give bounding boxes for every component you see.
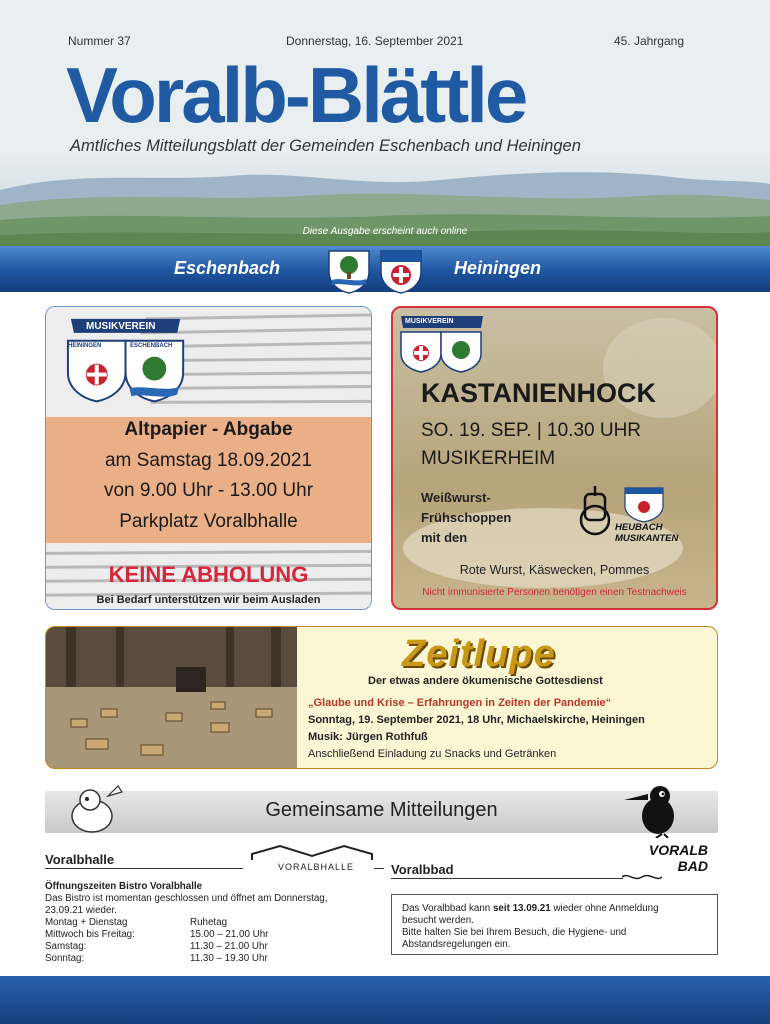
bistro-intro-1: Das Bistro ist momentan geschlossen und öffnet am Donnerstag, xyxy=(45,893,328,904)
voralbbad-text-1 xyxy=(402,903,659,915)
heubach-crest-icon xyxy=(625,488,663,522)
voralbhalle-rule-end xyxy=(374,868,384,869)
crest-banner-text-small: MUSIKVEREIN xyxy=(405,318,454,325)
zeitlupe-logo: Zeitlupe xyxy=(402,633,556,675)
kastanienhock-title: KASTANIENHOCK xyxy=(421,378,656,408)
hours-time-1: Ruhetag xyxy=(190,917,228,928)
kastanienhock-date: SO. 19. SEP. | 10.30 UHR xyxy=(421,420,642,441)
voralbbad-text-2: besucht werden. xyxy=(402,915,474,926)
issue-date: Donnerstag, 16. September 2021 xyxy=(286,34,464,48)
voralbbad-logo-line-1: VORALB xyxy=(648,842,708,858)
crest-right-text: ESCHENBACH xyxy=(130,343,173,349)
altpapier-warning: KEINE ABHOLUNG xyxy=(108,562,309,587)
eschenbach-label: Eschenbach xyxy=(174,258,281,278)
altpapier-time: von 9.00 Uhr - 13.00 Uhr xyxy=(103,480,314,501)
crest-left-text: HEININGEN xyxy=(68,343,102,349)
newsletter-title: Voralb-Blättle xyxy=(66,51,526,139)
voralbbad-text-1c: wieder ohne Anmeldung xyxy=(550,903,659,914)
weisswurst-line-2: Frühschoppen xyxy=(421,510,512,525)
wave-icon xyxy=(622,872,662,882)
voralbbad-text-4: Abstandsregelungen ein. xyxy=(402,939,511,950)
hours-day-4: Sonntag: xyxy=(45,953,85,964)
zeitlupe-after: Anschließend Einladung zu Snacks und Getränken xyxy=(308,748,557,760)
crest-banner-text: MUSIKVEREIN xyxy=(86,321,156,332)
footer-bar xyxy=(0,976,770,1024)
bistro-intro-2: 23.09.21 wieder. xyxy=(45,905,117,916)
kastanienhock-ad xyxy=(391,306,718,610)
heubach-musikanten-logo xyxy=(615,522,678,544)
altpapier-place: Parkplatz Voralbhalle xyxy=(119,511,298,532)
weisswurst-line-3: mit den xyxy=(421,530,468,545)
hours-day-1: Montag + Dienstag xyxy=(45,917,128,928)
altpapier-date: am Samstag 18.09.2021 xyxy=(104,450,313,471)
voralbbad-text-1b: seit 13.09.21 xyxy=(492,903,551,914)
bistro-heading: Öffnungszeiten Bistro Voralbhalle xyxy=(45,881,203,892)
hours-time-2: 15.00 – 21.00 Uhr xyxy=(190,929,269,940)
kastanienhock-note: Nicht immunisierte Personen benötigen einen Testnachweis xyxy=(422,587,687,598)
zeitlupe-when: Sonntag, 19. September 2021, 18 Uhr, Michaelskirche, Heiningen xyxy=(308,714,645,726)
newsletter-subtitle: Amtliches Mitteilungsblatt der Gemeinden Eschenbach und Heiningen xyxy=(70,137,581,155)
voralbhalle-rule xyxy=(45,868,243,869)
band-line-1: HEUBACH xyxy=(615,522,663,533)
altpapier-ad xyxy=(45,306,372,610)
voralbbad-rule xyxy=(391,878,623,879)
zeitlupe-theme: „Glaube und Krise – Erfahrungen in Zeiten der Pandemie“ xyxy=(308,697,612,709)
section-title: Gemeinsame Mitteilungen xyxy=(265,799,498,821)
voralbhalle-logo-text: VORALBHALLE xyxy=(278,862,355,872)
issue-volume: 45. Jahrgang xyxy=(613,34,684,48)
band-line-2: MUSIKANTEN xyxy=(615,533,679,544)
voralbbad-text-1a: Das Voralbbad kann xyxy=(402,903,493,914)
voralbbad-logo xyxy=(646,842,708,874)
mascot-left-icon xyxy=(62,778,128,838)
online-note: Diese Ausgabe erscheint auch online xyxy=(302,226,468,237)
hours-day-2: Mittwoch bis Freitag: xyxy=(45,929,135,940)
hours-time-3: 11.30 – 21.00 Uhr xyxy=(190,941,268,952)
raven-mascot-icon xyxy=(618,780,688,838)
voralbbad-heading: Voralbbad xyxy=(391,862,454,877)
hours-time-4: 11.30 – 19.30 Uhr xyxy=(190,953,268,964)
heiningen-label: Heiningen xyxy=(454,258,542,278)
church-interior-photo xyxy=(46,627,297,769)
altpapier-note: Bei Bedarf unterstützen wir beim Ausladen xyxy=(96,594,321,606)
zeitlupe-ad xyxy=(45,626,718,769)
zeitlupe-subtitle: Der etwas andere ökumenische Gottesdienst xyxy=(368,675,603,687)
masthead-meta xyxy=(68,34,684,50)
hours-day-3: Samstag: xyxy=(45,941,87,952)
voralbbad-logo-line-2: BAD xyxy=(677,858,708,874)
weisswurst-line-1: Weißwurst- xyxy=(421,490,491,505)
altpapier-title: Altpapier - Abgabe xyxy=(124,419,293,440)
kastanienhock-place: MUSIKERHEIM xyxy=(421,448,556,469)
voralbbad-text-3: Bitte halten Sie bei Ihrem Besuch, die Hygiene- und xyxy=(402,927,627,938)
voralbbad-info-box xyxy=(391,894,718,955)
issue-number: Nummer 37 xyxy=(68,34,131,48)
heiningen-crest-icon xyxy=(378,248,424,294)
voralbhalle-heading: Voralbhalle xyxy=(45,852,115,867)
weisswurst-text xyxy=(421,488,511,548)
kastanienhock-food: Rote Wurst, Käswecken, Pommes xyxy=(459,563,650,577)
eschenbach-crest-icon xyxy=(326,248,372,294)
zeitlupe-music: Musik: Jürgen Rothfuß xyxy=(308,731,428,743)
